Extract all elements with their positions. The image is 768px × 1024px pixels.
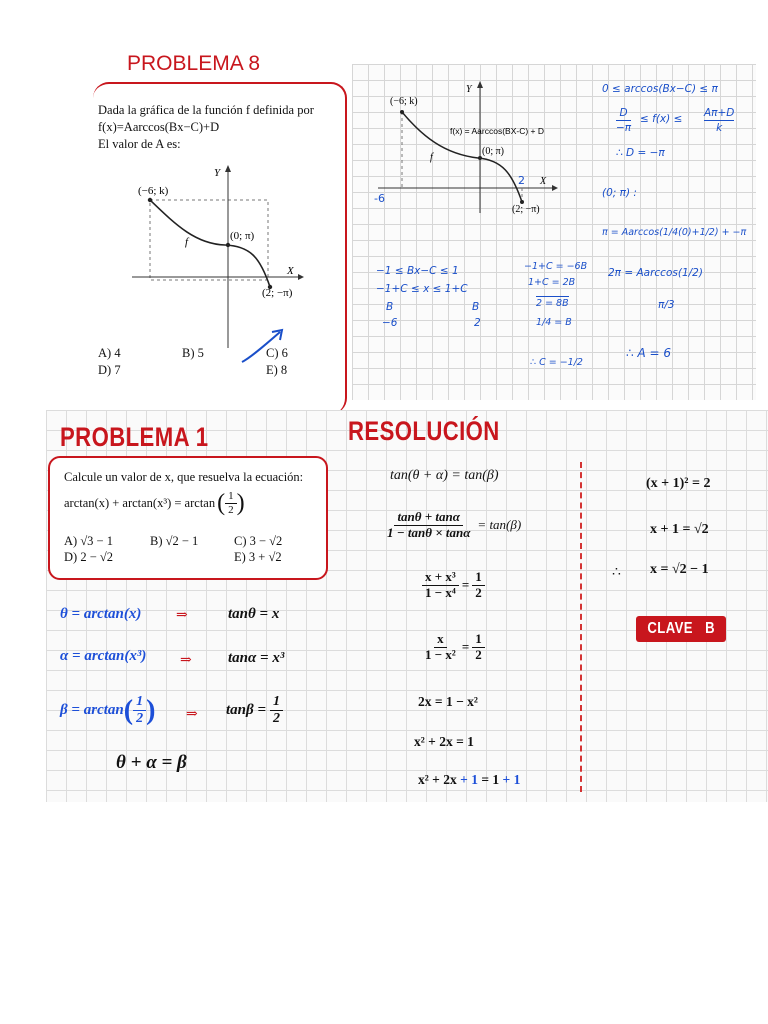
therefore-symbol: ∴: [612, 565, 621, 580]
step-3: $\frac{\text{x + x³}}{\text{1 − x⁴}}$ = $\frac{1}{2}$: [422, 570, 485, 601]
y-axis-arrow: [225, 165, 231, 172]
graph-point: [226, 243, 230, 247]
option-e: E) 3 + √2: [234, 550, 282, 564]
problem1-equation: arctan(x) + arctan(x³) = arctan ( $\frac{1}{2}$ ): [64, 490, 245, 517]
step-7: x² + 2x + 1 = 1 + 1: [418, 772, 521, 787]
implies-arrow: ⇒: [186, 706, 198, 722]
note-line: −1+C ≤ x ≤ 1+C: [376, 283, 468, 295]
note-line: ∴ C = −1/2: [530, 357, 583, 368]
problem8-statement: [98, 102, 348, 153]
option-e: E) 8: [266, 363, 288, 377]
implies-arrow: ⇒: [176, 607, 188, 623]
curve-label: f: [430, 152, 433, 163]
note-fraction-d: D −π: [616, 107, 632, 134]
option-c: C) 3 − √2: [234, 534, 283, 548]
problem1-statement: Calcule un valor de x, que resuelva la ecuación:: [64, 470, 304, 484]
note-line: B: [386, 301, 394, 313]
point-right-label: (2; −π): [512, 204, 540, 215]
point-left-label: (−6; k): [138, 185, 169, 197]
option-d: D) 7: [98, 363, 121, 377]
note-line: −6: [382, 317, 398, 329]
note-line: ∴ D = −π: [616, 147, 665, 159]
beta-tangent: tanβ = $\frac{1}{2}$: [226, 694, 283, 727]
problem1-statement-box: [48, 456, 328, 580]
notes-graph: [372, 78, 572, 218]
problem1-panel: [46, 410, 768, 802]
note-line: ∴ A = 6: [626, 346, 671, 360]
graph-point: [400, 110, 404, 114]
note-line: (0; π) :: [602, 187, 637, 199]
note-line: −1+C = −6B: [524, 261, 588, 272]
beta-definition: β = arctan ( $\frac{1}{2}$ ): [60, 694, 156, 727]
angle-sum: θ + α = β: [116, 752, 187, 773]
fraction-numerator: 1: [133, 694, 146, 711]
result-3: x = √2 − 1: [650, 562, 709, 577]
point-left-label: (−6; k): [390, 96, 418, 107]
step-5: 2x = 1 − x²: [418, 694, 478, 709]
fraction-numerator: 1: [270, 694, 283, 711]
note-line: π = Aarccos(1/4(0)+1/2) + −π: [602, 227, 747, 238]
formula-label: f(x) = Aarccos(BX-C) + D: [450, 126, 544, 136]
option-c: C) 6: [266, 346, 288, 360]
x-axis-label: X: [540, 176, 547, 187]
fraction-denominator: 2: [136, 711, 144, 727]
theta-tangent: tanθ = x: [228, 606, 280, 622]
point-mid-label: (0; π): [230, 230, 255, 242]
curve-label: f: [185, 236, 189, 248]
step-6: x² + 2x = 1: [414, 734, 474, 749]
tick-left-label: -6: [374, 192, 385, 205]
statement-line: f(x)=Aarccos(Bx−C)+D: [98, 120, 220, 134]
fraction-denominator: 2: [273, 711, 280, 727]
fraction-numerator: 1: [225, 490, 237, 504]
note-line: π/3: [658, 299, 675, 311]
problem8-title: PROBLEMA 8: [127, 52, 261, 75]
y-axis-label: Y: [466, 84, 472, 95]
note-line: B: [472, 301, 480, 313]
note-line: 2 = 8B: [536, 298, 569, 309]
column-divider: [580, 462, 582, 792]
resolucion-title: RESOLUCIÓN: [348, 416, 500, 446]
x-axis-arrow: [552, 185, 558, 191]
note-line: −1 ≤ Bx−C ≤ 1: [376, 265, 459, 277]
tick-right-label: 2: [518, 174, 525, 187]
answer-key-label: CLAVE B: [647, 620, 715, 637]
option-a: A) √3 − 1: [64, 534, 113, 548]
note-line: 1+C = 2B: [528, 277, 576, 288]
x-axis-label: X: [287, 265, 294, 277]
option-b: B) 5: [182, 346, 204, 360]
option-a: A) 4: [98, 346, 121, 360]
y-axis-label: Y: [214, 167, 221, 179]
step-1: tan(θ + α) = tan(β): [390, 468, 499, 483]
fraction-denominator: 2: [228, 503, 234, 516]
answer-key-badge: [636, 616, 726, 642]
option-b: B) √2 − 1: [150, 534, 199, 548]
step-2: $\frac{\tan\theta + \tan\alpha}{1 - \tan\theta \times \tan\alpha}$ = tan(β): [387, 509, 522, 540]
statement-line: El valor de A es:: [98, 137, 181, 151]
alpha-tangent: tanα = x³: [228, 650, 285, 666]
problem8-panel: [90, 42, 352, 402]
x-axis-arrow: [298, 274, 304, 280]
note-line: 2π = Aarccos(1/2): [608, 267, 703, 279]
theta-definition: θ = arctan(x): [60, 606, 142, 622]
problem1-title: PROBLEMA 1: [60, 422, 209, 452]
y-axis-arrow: [477, 81, 483, 88]
problem1-options: [64, 534, 314, 574]
note-line: ≤ f(x) ≤: [640, 113, 683, 125]
function-curve: [150, 200, 270, 287]
note-line: 0 ≤ arccos(Bx−C) ≤ π: [602, 83, 718, 95]
point-mid-label: (0; π): [482, 146, 504, 157]
option-d: D) 2 − √2: [64, 550, 113, 564]
result-1: (x + 1)² = 2: [646, 476, 711, 491]
statement-line: Dada la gráfica de la función f definida por: [98, 103, 314, 117]
implies-arrow: ⇒: [180, 652, 192, 668]
problem8-notes: [352, 64, 756, 400]
problem8-graph: [90, 162, 352, 352]
step-4: $\frac{x}{\text{1 − x²}}$ = $\frac{1}{2}$: [422, 632, 485, 663]
note-line: 1/4 = B: [536, 317, 572, 328]
note-line: 2: [474, 317, 481, 329]
answer-check-mark: [240, 328, 290, 368]
point-right-label: (2; −π): [262, 287, 293, 299]
note-fraction-a: Aπ+D k: [704, 107, 735, 134]
alpha-definition: α = arctan(x³): [60, 648, 147, 664]
result-2: x + 1 = √2: [650, 522, 709, 537]
graph-point: [148, 198, 152, 202]
